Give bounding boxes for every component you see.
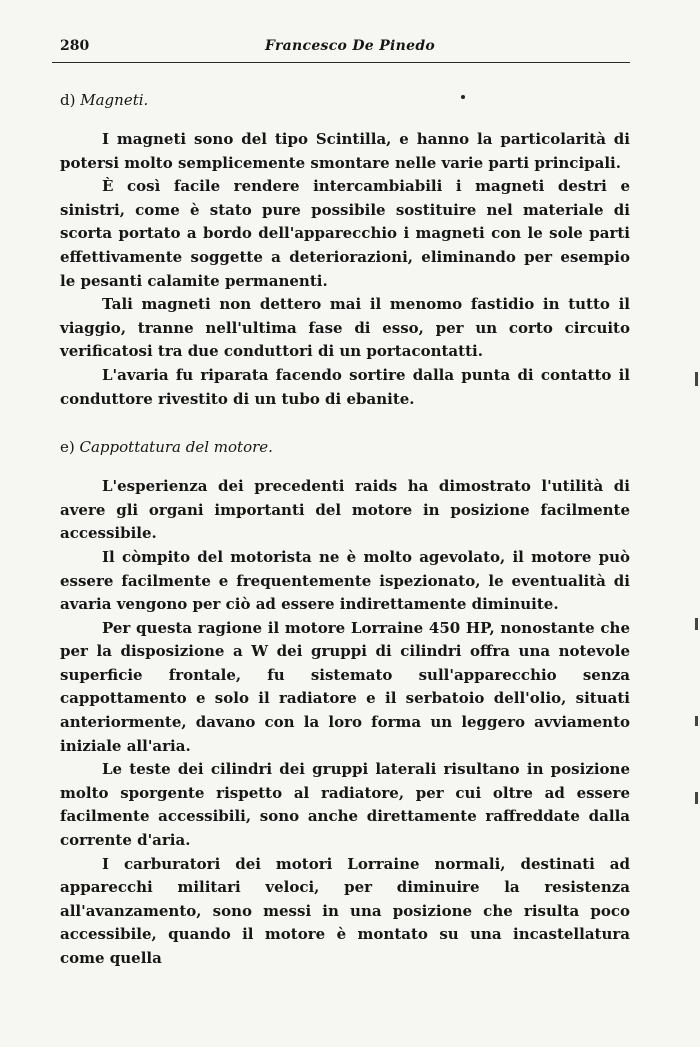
paragraph: Le teste dei cilindri dei gruppi laterali risultano in posizione molto sporgente rispetto al radiatore, per cui oltre ad essere facilmente accessibili, sono anche direttamente raffreddate dalla corrente d'aria.	[60, 760, 630, 850]
page-body	[60, 88, 630, 971]
edge-mark	[695, 792, 698, 804]
paragraph: L'avaria fu riparata facendo sortire dalla punta di contatto il conduttore rivestito di un tubo di ebanite.	[60, 365, 630, 408]
paragraph: L'esperienza dei precedenti raids ha dimostrato l'utilità di avere gli organi importanti del motore in posizione facilmente accessibile.	[60, 477, 630, 543]
section-heading	[60, 88, 630, 112]
paragraph: Per questa ragione il motore Lorraine 450 HP, nonostante che per la disposizione a W dei gruppi di cilindri offra una notevole superficie frontale, fu sistemato sull'apparecchio senza cappottamento e solo il radiatore e il serbatoio dell'olio, situati anteriormente, davano con la loro forma un leggero avviamento iniziale all'aria.	[60, 618, 630, 755]
edge-mark	[695, 716, 698, 726]
paragraph: I magneti sono del tipo Scintilla, e hanno la particolarità di potersi molto semplicemente smontare nelle varie parti principali.	[60, 130, 630, 172]
paragraph: Tali magneti non dettero mai il menomo fastidio in tutto il viaggio, tranne nell'ultima fase di esso, per un corto circuito verificatosi tra due conduttori di un portacontatti.	[60, 295, 630, 361]
header-rule	[52, 62, 630, 63]
section-letter: e)	[60, 438, 75, 457]
section-letter: d)	[60, 91, 76, 109]
section-heading	[60, 435, 630, 459]
section-title-text: Magneti.	[80, 91, 149, 109]
section-cappottatura	[60, 435, 630, 970]
edge-mark	[695, 372, 698, 386]
edge-mark	[695, 618, 698, 630]
section-magneti	[60, 88, 630, 411]
section-spacer	[60, 411, 630, 435]
paragraph: I carburatori dei motori Lorraine normali, destinati ad apparecchi militari veloci, per diminuire la resistenza all'avanzamento, sono messi in una posizione che risulta poco accessibile, quando il motore è montato su una incastellatura come quella	[60, 854, 630, 967]
running-head-author: Francesco De Pinedo	[265, 38, 436, 54]
page-number: 280	[60, 38, 90, 54]
running-head	[60, 38, 630, 62]
section-title-text: Cappottatura del motore.	[79, 438, 273, 457]
paragraph: Il còmpito del motorista ne è molto agevolato, il motore può essere facilmente e frequentemente ispezionato, le eventualità di avaria vengono per ciò ad essere indirettamente diminuite.	[60, 547, 630, 614]
paragraph: È così facile rendere intercambiabili i magneti destri e sinistri, come è stato pure possibile sostituire nel materiale di scorta portato a bordo dell'apparecchio i magneti con le sole parti effettivamente soggette a deteriorazioni, eliminando per esempio le pesanti calamite permanenti.	[60, 177, 630, 290]
